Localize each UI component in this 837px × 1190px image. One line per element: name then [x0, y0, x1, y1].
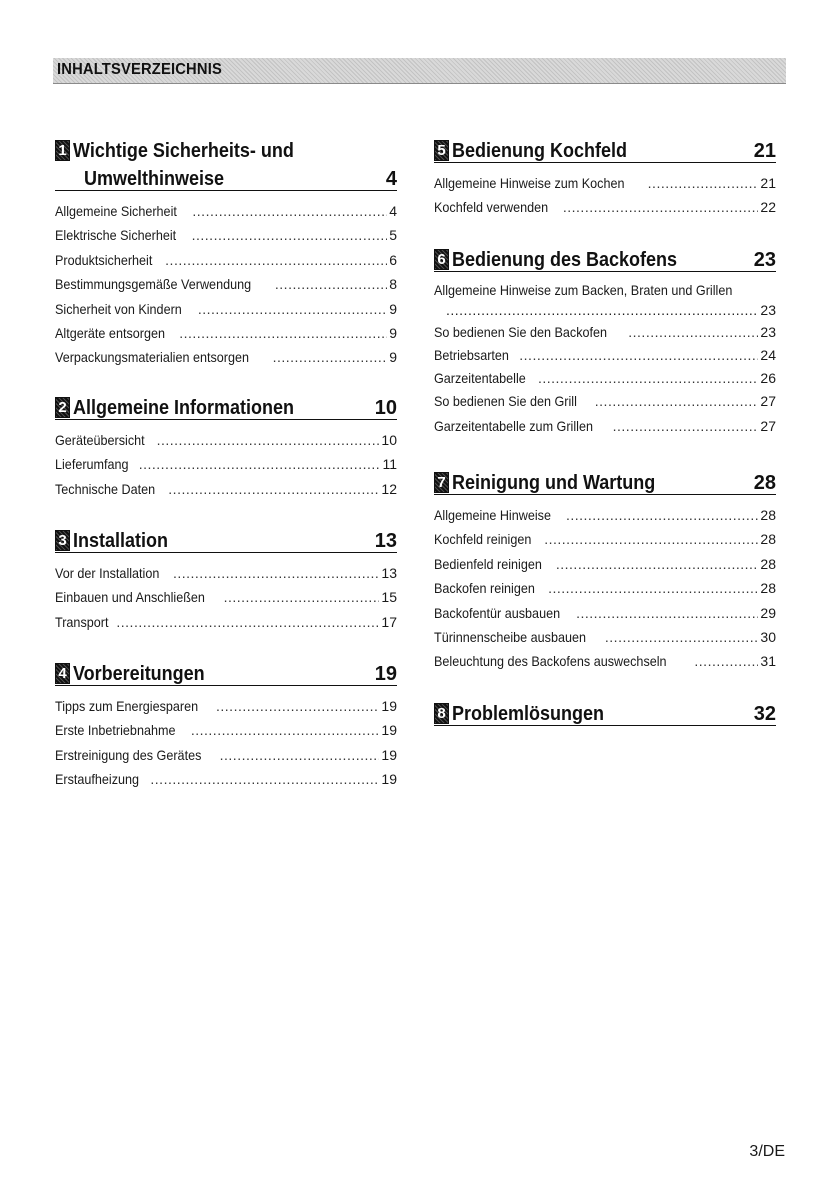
section-page: 21 [753, 140, 776, 162]
entry-page: 28 [760, 555, 776, 572]
entry-text: Transport [55, 613, 109, 630]
entry-page: 24 [760, 347, 776, 364]
section-number-badge: 3 [55, 530, 70, 551]
toc-section-3 [55, 530, 397, 634]
entry-text: Altgeräte entsorgen [55, 325, 165, 342]
section-heading[interactable] [434, 249, 776, 272]
entry-text: Lieferumfang [55, 456, 129, 473]
entry-page: 19 [381, 698, 397, 714]
section-heading[interactable] [434, 703, 776, 726]
dot-leader [191, 718, 380, 742]
dot-leader [595, 389, 759, 413]
dot-leader [173, 561, 379, 585]
page-number: 3/DE [749, 1143, 785, 1160]
section-heading[interactable] [55, 663, 397, 686]
entry-text: Backofen reinigen [434, 580, 535, 597]
entry-page: 27 [760, 417, 776, 434]
entry-page: 19 [381, 771, 397, 788]
entry-page: 5 [389, 227, 397, 244]
toc-entry[interactable] [434, 414, 776, 438]
toc-entry[interactable] [55, 248, 397, 272]
dot-leader [605, 625, 759, 649]
dot-leader [538, 367, 758, 389]
entry-page: 12 [381, 480, 397, 497]
entry-page: 23 [760, 324, 776, 340]
toc-section-8 [434, 703, 776, 726]
entry-page: 8 [389, 276, 397, 293]
entry-text: Betriebsarten [434, 347, 509, 364]
dot-leader [116, 610, 379, 634]
section-title-line2: Umwelthinweise [84, 168, 225, 190]
toc-entry[interactable] [434, 527, 776, 551]
dot-leader [446, 300, 756, 320]
toc-entry[interactable] [434, 367, 776, 389]
entry-page: 28 [760, 531, 776, 548]
entry-page: 22 [760, 199, 776, 216]
dot-leader [613, 414, 759, 438]
section-title: Bedienung Kochfeld [452, 140, 628, 162]
dot-leader [544, 527, 758, 551]
entry-page: 10 [381, 432, 397, 448]
section-page: 28 [753, 472, 776, 494]
toc-entry[interactable] [434, 344, 776, 367]
section-title: Reinigung und Wartung [452, 472, 656, 494]
toc-section-7 [434, 472, 776, 674]
section-title: Installation [73, 530, 169, 552]
section-title: Allgemeine Informationen [73, 397, 295, 419]
toc-entry[interactable] [55, 561, 397, 585]
toc-entry[interactable] [434, 649, 776, 673]
entry-text: Technische Daten [55, 480, 156, 497]
dot-leader [220, 743, 380, 767]
section-page: 32 [753, 703, 776, 725]
entry-page: 21 [760, 175, 776, 191]
entry-page: 9 [389, 349, 397, 366]
entry-page: 29 [760, 604, 776, 621]
entry-page: 19 [381, 722, 397, 739]
toc-entry[interactable] [55, 743, 397, 767]
section-number-badge: 6 [434, 249, 449, 270]
entry-text: Bestimmungsgemäße Verwendung [55, 276, 252, 293]
toc-section-2 [55, 397, 397, 501]
entry-page: 9 [389, 325, 397, 342]
entry-text: Allgemeine Sicherheit [55, 203, 177, 219]
toc-entry[interactable] [55, 223, 397, 247]
entry-page: 9 [389, 300, 397, 317]
dot-leader [275, 272, 387, 296]
entry-text: Allgemeine Hinweise zum Kochen [434, 175, 625, 191]
entry-page: 4 [389, 203, 397, 219]
entry-text: Beleuchtung des Backofens auswechseln [434, 653, 667, 670]
dot-leader [548, 576, 758, 600]
entry-text: Elektrische Sicherheit [55, 227, 177, 244]
dot-leader [168, 477, 379, 501]
dot-leader [648, 171, 759, 195]
toc-entry[interactable] [55, 610, 397, 634]
toc-section-4 [55, 663, 397, 792]
section-page: 19 [374, 663, 397, 685]
entry-text: Sicherheit von Kindern [55, 300, 182, 317]
entry-page: 30 [760, 629, 776, 646]
dot-leader [165, 248, 387, 272]
toc-entry[interactable] [55, 428, 397, 452]
entry-text: Türinnenscheibe ausbauen [434, 629, 587, 646]
entry-page: 26 [760, 370, 776, 387]
toc-header-bar [53, 58, 786, 84]
dot-leader [179, 321, 387, 345]
entry-text: Verpackungsmaterialien entsorgen [55, 349, 250, 366]
entry-text: Kochfeld reinigen [434, 531, 532, 548]
entry-page: 27 [760, 393, 776, 410]
toc-entry[interactable] [55, 297, 397, 321]
section-title: Vorbereitungen [73, 663, 205, 685]
dot-leader [192, 223, 388, 247]
entry-text: Vor der Installation [55, 565, 160, 581]
toc-entry[interactable] [434, 552, 776, 576]
dot-leader [519, 344, 758, 367]
section-heading[interactable] [434, 140, 776, 163]
dot-leader [198, 297, 387, 321]
dot-leader [556, 552, 759, 576]
section-title: Bedienung des Backofens [452, 249, 678, 271]
toc-entry[interactable] [55, 321, 397, 345]
section-heading[interactable] [434, 472, 776, 495]
dot-leader [216, 694, 379, 718]
entry-text: Einbauen und Anschließen [55, 589, 205, 606]
toc-entry[interactable] [434, 389, 776, 413]
section-heading[interactable] [55, 530, 397, 553]
dot-leader [273, 345, 388, 369]
dot-leader [566, 503, 758, 527]
toc-entry[interactable] [55, 272, 397, 296]
section-page: 4 [385, 168, 397, 190]
toc-entry[interactable] [55, 694, 397, 718]
dot-leader [139, 452, 381, 476]
dot-leader [150, 767, 379, 791]
entry-page: 23 [760, 302, 776, 318]
section-number-badge: 7 [434, 472, 449, 493]
toc-title: INHALTSVERZEICHNIS [57, 61, 222, 78]
toc-entry[interactable] [55, 199, 397, 223]
toc-entry[interactable] [434, 171, 776, 195]
toc-entry[interactable] [434, 601, 776, 625]
entry-text: Bedienfeld reinigen [434, 555, 542, 572]
entry-page: 28 [760, 507, 776, 523]
toc-section-1 [55, 140, 397, 370]
toc-entry[interactable] [55, 718, 397, 742]
toc-entry[interactable] [55, 477, 397, 501]
toc-section-6 [434, 249, 776, 438]
entry-page: 28 [760, 580, 776, 597]
section-page: 23 [753, 249, 776, 271]
toc-entry[interactable] [434, 503, 776, 527]
entry-page: 15 [381, 589, 397, 606]
dot-leader [563, 195, 759, 219]
dot-leader [628, 320, 758, 344]
entry-page: 19 [381, 746, 397, 763]
entry-text: Erstaufheizung [55, 771, 140, 788]
entry-text: Erstreinigung des Gerätes [55, 746, 202, 763]
toc-entry[interactable] [434, 320, 776, 344]
entry-text: Geräteübersicht [55, 432, 145, 448]
dot-leader [694, 649, 758, 673]
toc-entry[interactable] [55, 345, 397, 369]
toc-entry[interactable] [434, 576, 776, 600]
entry-page: 6 [389, 251, 397, 268]
section-title: Wichtige Sicherheits- und [73, 140, 294, 162]
entry-page: 13 [381, 565, 397, 581]
toc-entry[interactable] [55, 767, 397, 791]
dot-leader [192, 199, 387, 223]
entry-text: Backofentür ausbauen [434, 604, 561, 621]
entry-text: Kochfeld verwenden [434, 199, 549, 216]
section-page: 10 [374, 397, 397, 419]
section-number-badge: 8 [434, 703, 449, 724]
entry-text: Allgemeine Hinweise zum Backen, Braten und Grillen [434, 282, 733, 298]
entry-page: 31 [760, 653, 776, 670]
section-page: 13 [374, 530, 397, 552]
toc-entry[interactable] [55, 452, 397, 476]
dot-leader [157, 428, 380, 452]
entry-text: Allgemeine Hinweise [434, 507, 551, 523]
entry-page: 11 [382, 456, 397, 473]
section-number-badge: 1 [55, 140, 70, 161]
dot-leader [224, 585, 380, 609]
section-number-badge: 4 [55, 663, 70, 684]
toc-entry[interactable] [434, 195, 776, 219]
section-heading[interactable] [55, 140, 397, 191]
toc-entry[interactable] [55, 585, 397, 609]
entry-text: Tipps zum Energiesparen [55, 698, 199, 714]
toc-entry[interactable] [434, 625, 776, 649]
toc-entry-long[interactable] [434, 280, 776, 320]
section-title: Problemlösungen [452, 703, 605, 725]
dot-leader [576, 601, 758, 625]
entry-text: Garzeitentabelle zum Grillen [434, 417, 593, 434]
entry-text: So bedienen Sie den Backofen [434, 324, 608, 340]
section-number-badge: 2 [55, 397, 70, 418]
entry-text: Garzeitentabelle [434, 370, 526, 387]
entry-text: So bedienen Sie den Grill [434, 393, 577, 410]
entry-text: Erste Inbetriebnahme [55, 722, 176, 739]
section-heading[interactable] [55, 397, 397, 420]
entry-text: Produktsicherheit [55, 251, 153, 268]
section-number-badge: 5 [434, 140, 449, 161]
entry-page: 17 [381, 613, 397, 630]
toc-section-5 [434, 140, 776, 220]
